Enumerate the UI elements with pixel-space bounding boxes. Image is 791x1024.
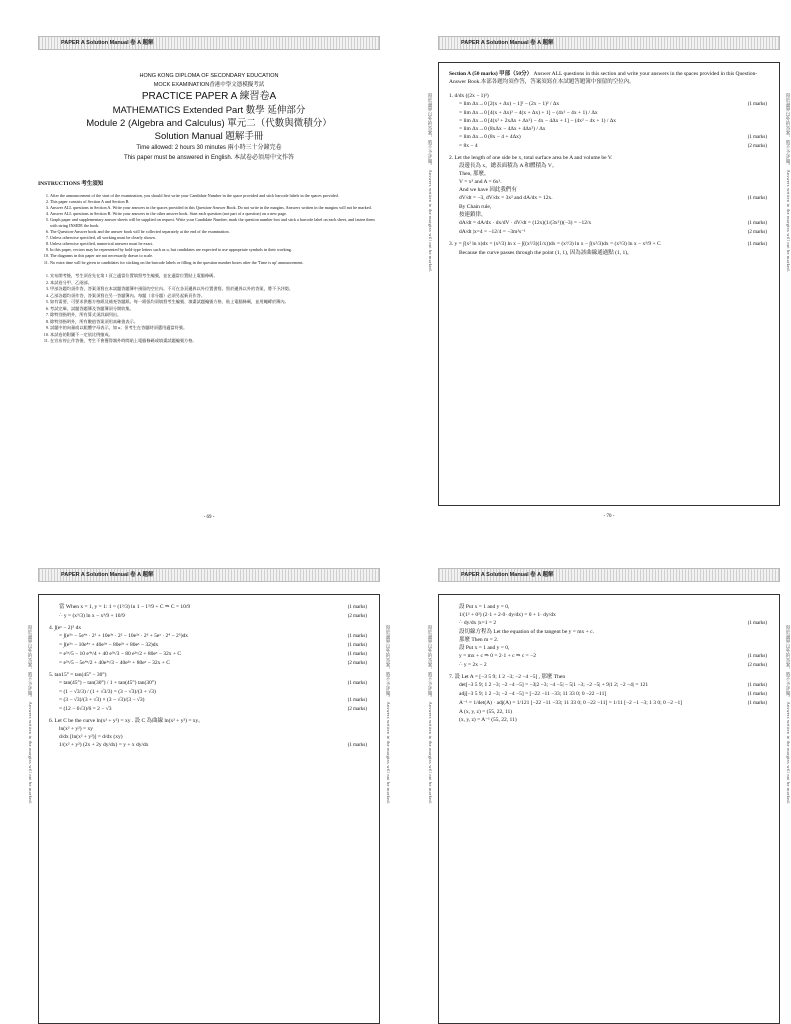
page-number: - 70 -	[603, 514, 615, 519]
marks-label: (1 marks)	[747, 621, 767, 626]
solution-line	[449, 661, 767, 670]
solution-text: 3. y = ∫(x² ln x)dx = (x³/3) ln x − ∫((x³/3)(1/x))dx = (x³/3) ln x − ∫(x²/3)dx = (x³/3) ln x − x³/9 + C	[449, 241, 661, 247]
marks-label: (2 marks)	[347, 614, 367, 619]
marks-label: (2 marks)	[747, 663, 767, 668]
solution-text: = lim Δx→0 [2(x + Δx) − 1]² − (2x − 1)² / Δx	[459, 101, 560, 107]
cover-time: Time allowed: 2 hours 30 minutes 兩小時三十分鐘完卷	[136, 145, 282, 151]
solution-line	[49, 603, 367, 612]
solution-text: 設邊長為 x，總表面積為 A 和體積為 V。	[459, 163, 558, 169]
solution-text: = lim Δx→0 (8x − 4 + 4Δx)	[459, 134, 521, 140]
marks-label: (1 marks)	[747, 701, 767, 706]
solution-line	[449, 708, 767, 716]
cover-module: Module 2 (Algebra and Calculus) 單元二（代數與微積分）	[86, 118, 332, 129]
solution-text: And we have 因此我們有	[459, 187, 517, 193]
p3-content	[39, 595, 379, 750]
solution-line	[49, 671, 367, 679]
solution-text: = e⁵ˣ/5 − 10 e⁴ˣ/4 + 40 e³ˣ/3 − 80 e²ˣ/2 + 80eˣ − 32x + C	[59, 651, 182, 657]
cover-line2: MOCK EXAMINATION香港中學文憑模擬考試	[153, 82, 265, 88]
solution-text: = ∫(e⁵ˣ − 10e⁴ˣ + 40e³ˣ − 80e²ˣ + 80eˣ − 32)dx	[59, 642, 159, 648]
margin-note: 寫於邊界以外的答案，將不予評閱。 Answers written in the margins will not be marked.	[428, 625, 433, 805]
instruction-item-zh: 11. 在宣布停止作答後，考生不會獲得額外時間貼上電腦條碼或填畫試題編號方格。	[50, 338, 380, 345]
instruction-item: 4. Answer ALL questions in Section B. Write your answers in the other answer book. Start each question (not part of a question) on a new page.	[50, 211, 380, 217]
solution-text: 7. 設 Let A = [−3 5 9; 1 2 −3; −2 −4 −5] , 那麼 Then	[449, 674, 566, 680]
page-header: PAPER A Solution Manual 卷 A 題解	[438, 36, 780, 50]
solution-line	[449, 211, 767, 219]
instruction-item: 5. Graph paper and supplementary answer sheets will be supplied on request. Write your Candidate Number, mark the question number box and stick a barcode label on each sheet, and fasten them with string INSIDE the book.	[50, 217, 380, 228]
cover-block	[38, 62, 380, 163]
marks-label: (1 marks)	[747, 221, 767, 226]
cover-manual: Solution Manual 題解手冊	[154, 131, 264, 142]
solution-line	[449, 628, 767, 636]
solution-text: = 8x − 4	[459, 143, 478, 149]
solution-line	[449, 109, 767, 117]
solution-text: dV/dt = −3, dV/dx = 3x² and dA/dx = 12x.	[459, 195, 553, 201]
marks-label: (1 marks)	[747, 102, 767, 107]
marks-label: (1 marks)	[747, 196, 767, 201]
instruction-item: 7. Unless otherwise specified, all working must be clearly shown.	[50, 235, 380, 241]
solution-line	[49, 624, 367, 632]
solution-text: Because the curve passes through the point (1, 1), 因為該曲線通過點 (1, 1)，	[459, 250, 633, 256]
solution-line	[449, 186, 767, 194]
solution-text: 1/(x² + y²) (2x + 2y dy/dx) = y + x dy/dx	[59, 742, 149, 748]
instruction-item-zh: 2. 本試卷分甲、乙兩部。	[50, 280, 380, 287]
solution-text: y = mx + c ⇒ 0 = 2·1 + c ⇒ c = −2	[459, 653, 537, 659]
solution-line	[449, 154, 767, 162]
solution-line	[449, 203, 767, 211]
solution-text: 設切線方程為 Let the equation of the tangent be y = mx + c.	[459, 629, 594, 635]
marks-label: (1 marks)	[747, 692, 767, 697]
page-header: PAPER A Solution Manual 卷 A 題解	[438, 568, 780, 582]
page-header: PAPER A Solution Manual 卷 A 題解	[38, 36, 380, 50]
solution-line	[449, 636, 767, 644]
solution-text: = lim Δx→0 [4(x + Δx)² − 4(x + Δx) + 1] − (4x² − 4x + 1) / Δx	[459, 110, 598, 116]
solution-text: 2. Let the length of one side be x, total surface area be A and volume be V.	[449, 155, 613, 161]
instruction-item-zh: 7. 除特別指明外，所有算式須詳細列出。	[50, 312, 380, 319]
solution-text: V = x³ and A = 6x².	[459, 179, 502, 185]
solution-line	[49, 659, 367, 668]
solution-line	[449, 644, 767, 652]
instruction-item: 8. Unless otherwise specified, numerical answers must be exact.	[50, 241, 380, 247]
solution-line	[449, 117, 767, 125]
page-header: PAPER A Solution Manual 卷 A 題解	[38, 568, 380, 582]
marks-label: (2 marks)	[347, 661, 367, 666]
page-cover	[38, 36, 380, 520]
marks-label: (1 marks)	[347, 634, 367, 639]
marks-label: (1 marks)	[347, 698, 367, 703]
solution-text: ∴ y = 2x − 2	[459, 662, 487, 668]
solution-text: 設 Put x = 1 and y = 0,	[459, 645, 510, 651]
solution-line	[49, 696, 367, 705]
solution-text: = lim Δx→0 (8xΔx − 4Δx + 4Δx²) / Δx	[459, 126, 546, 132]
marks-label: (1 marks)	[747, 683, 767, 688]
solution-line	[449, 611, 767, 619]
solution-line	[449, 249, 767, 257]
solution-text: 那麼 Then m = 2.	[459, 637, 499, 643]
solution-line	[449, 619, 767, 628]
solution-line	[449, 125, 767, 133]
solution-line	[49, 717, 367, 725]
instruction-item-zh: 1. 宣布開考後，考生須首先在第 1 頁之適當位置填寫考生編號，並在適當位置貼上電腦條碼。	[50, 273, 380, 280]
solution-line	[449, 178, 767, 186]
marks-label: (2 marks)	[347, 707, 367, 712]
solution-line	[449, 228, 767, 237]
solution-text: ∴ dy/dx |x=1 = 2	[459, 620, 497, 626]
marks-label: (1 marks)	[347, 652, 367, 657]
solution-text: 1. d/dx ((2x − 1)²)	[449, 93, 489, 99]
solution-line	[449, 240, 767, 249]
instruction-item: 9. In this paper, vectors may be represented by bold-type letters such as u, but candidates are expected to use appropriate symbols in their working.	[50, 247, 380, 253]
solution-line	[449, 603, 767, 611]
p2-content	[439, 63, 779, 257]
margin-note: 寫於邊界以外的答案，將不予評閱。 Answers written in the margins will not be marked.	[28, 625, 33, 805]
solution-line	[449, 690, 767, 699]
marks-label: (2 marks)	[747, 230, 767, 235]
solution-text: = (1 − √3/3) / (1 + √3/3) = (3 − √3)/(3 + √3)	[59, 689, 156, 695]
section-heading	[449, 71, 767, 86]
page-section-a	[428, 36, 791, 519]
solution-text: 4. ∫(eˣ − 2)⁵ dx	[49, 625, 82, 631]
solution-text: dA/dt |x=4 = −12/4 = −3m²s⁻¹	[459, 229, 526, 235]
instruction-item: 3. Answer ALL questions in Section A. Write your answers in the spaces provided in this Question-Answer Book. Do not write in the margins. Answers written in the margins will not be marked.	[50, 205, 380, 211]
solution-text: dA/dt = dA/dx · dx/dV · dV/dt = (12x)(1/(3x²))(−3) = −12/x	[459, 220, 592, 226]
instructions-list-en	[38, 193, 380, 265]
margin-note: 寫於邊界以外的答案，將不予評閱。 Answers written in the margins will not be marked.	[428, 93, 433, 273]
solution-text: = lim Δx→0 [4(x² + 2xΔx + Δx²) − 4x − 4Δx + 1] − (4x² − 4x + 1) / Δx	[459, 118, 617, 124]
solution-line	[449, 652, 767, 661]
solution-text: adj[−3 5 9; 1 2 −3; −2 −4 −5] = [−22 −11 −33; 11 33 0; 0 −22 −11]	[459, 691, 607, 697]
page-body	[428, 62, 791, 519]
marks-label: (1 marks)	[347, 681, 367, 686]
solution-line	[449, 92, 767, 100]
solution-text: = tan(45°) − tan(30°) / 1 + tan(45°) tan(30°)	[59, 680, 156, 686]
cover-line1: HONG KONG DIPLOMA OF SECONDARY EDUCATION	[139, 73, 279, 79]
solution-line	[49, 733, 367, 741]
solution-text: = (12 − 6√3)/6 = 2 − √3	[59, 706, 112, 712]
solution-lines	[449, 92, 767, 257]
solution-line	[449, 170, 767, 178]
marks-label: (1 marks)	[347, 605, 367, 610]
solution-text: 當 When x = 1, y = 1: 1 = (1³/3) ln 1 − 1³/9 + C ⇒ C = 10/9	[59, 604, 191, 610]
solution-lines	[49, 603, 367, 750]
marks-label: (1 marks)	[347, 743, 367, 748]
instruction-item: 2. This paper consists of Section A and Section B.	[50, 199, 380, 205]
solution-text: (x, y, z) = A⁻¹ (55, 22, 11)	[459, 717, 517, 723]
solution-line	[449, 133, 767, 142]
solution-text: = ∫(e⁵ˣ − 5e⁴ˣ · 2¹ + 10e³ˣ · 2² − 10e²ˣ · 2³ + 5eˣ · 2⁴ − 2⁵)dx	[59, 633, 189, 639]
solution-line	[449, 142, 767, 151]
solution-text: A⁻¹ = 1/det(A) · adj(A) = 1/121 [−22 −11 −33; 11 33 0; 0 −22 −11] = 1/11 [−2 −1 −3; 1 3 0; 0 −2 −1]	[459, 700, 683, 706]
p4-content	[439, 595, 779, 724]
section-title: Section A (50 marks) 甲部（50分）	[449, 71, 533, 77]
solution-text: det[−3 5 9; 1 2 −3; −2 −4 −5] = −3|2 −3; −4 −5| − 5|1 −3; −2 −5| + 9|1 2; −2 −4| = 121	[459, 682, 649, 688]
page-body	[428, 594, 791, 1024]
page-body	[28, 594, 391, 1024]
solution-text: = (3 − √3)/(3 + √3) × (3 − √3)/(3 − √3)	[59, 697, 145, 703]
solution-line	[449, 194, 767, 203]
solution-line	[449, 716, 767, 724]
solution-line	[449, 681, 767, 690]
solution-line	[449, 162, 767, 170]
solution-line	[49, 725, 367, 733]
instruction-item: 10. The diagrams in this paper are not necessarily drawn to scale.	[50, 253, 380, 259]
instruction-item-zh: 10. 本試卷的附圖不一定依比例繪成。	[50, 332, 380, 339]
solution-text: ∴ y = (x³/3) ln x − x³/9 + 10/9	[59, 613, 125, 619]
instruction-item: 1. After the announcement of the start of the examination, you should first write your Candidate Number in the space provided and stick barcode labels in the spaces provided.	[50, 193, 380, 199]
solution-text: 5. tan15° = tan(45° − 30°)	[49, 672, 107, 678]
solution-text: ln(x² + y²) = xy	[59, 726, 93, 732]
solution-line	[49, 741, 367, 750]
solution-line	[49, 632, 367, 641]
solution-line	[49, 641, 367, 650]
solution-text: d/dx [ln(x² + y²)] = d/dx (xy)	[59, 734, 123, 740]
margin-note: 寫於邊界以外的答案，將不予評閱。 Answers written in the margins will not be marked.	[786, 625, 791, 805]
marks-label: (1 marks)	[747, 242, 767, 247]
solution-line	[449, 699, 767, 708]
marks-label: (1 marks)	[747, 654, 767, 659]
solution-line	[49, 705, 367, 714]
solution-text: = e⁵ˣ/5 − 5e⁴ˣ/2 + 40e³ˣ/3 − 40e²ˣ + 80eˣ − 32x + C	[59, 660, 170, 666]
solution-text: 6. Let C be the curve ln(x² + y²) = xy . 設 C 為曲線 ln(x² + y²) = xy。	[49, 718, 204, 724]
cover-title: PRACTICE PAPER A 練習卷A	[141, 91, 277, 102]
page-solutions-4	[428, 568, 791, 1024]
instruction-item: 6. The Question-Answer book and the answer book will be collected separately at the end of the examination.	[50, 229, 380, 235]
solution-line	[49, 650, 367, 659]
instruction-item-zh: 8. 除特別指明外，所有數值答案須用真確值表示。	[50, 319, 380, 326]
solution-line	[49, 679, 367, 688]
page-solutions-3	[28, 568, 391, 1024]
solution-text: A (x, y, z) = (55, 22, 11)	[459, 709, 513, 715]
margin-note: 寫於邊界以外的答案，將不予評閱。 Answers written in the margins will not be marked.	[786, 93, 791, 273]
solution-text: By Chain rule,	[459, 204, 492, 210]
solution-text: 按連鎖律，	[459, 212, 487, 218]
cover-language: This paper must be answered in English. 本試卷必須用中文作答	[123, 155, 295, 161]
solution-lines	[449, 603, 767, 724]
instruction-item-zh: 3. 甲部各題均須作答，答案須寫在本試題答題簿中預留的空位內。不可在各頁邊界以外位置書寫。寫於邊界以外的答案，將不予評閱。	[50, 286, 380, 293]
marks-label: (1 marks)	[347, 643, 367, 648]
page-body	[38, 62, 380, 520]
solution-line	[449, 219, 767, 228]
solution-text: 1/(1² + 0²) (2·1 + 2·0· dy/dx) = 0 + 1· dy/dx	[459, 612, 556, 618]
margin-note: 寫於邊界以外的答案，將不予評閱。 Answers written in the margins will not be marked.	[386, 625, 391, 805]
instruction-item-zh: 5. 如有需要，可要求供應方格紙及補充答題紙。每一紙張均須填寫考生編號、填畫試題編號方格、貼上電腦條碼，並用繩縛於簿內。	[50, 299, 380, 306]
cover-subject: MATHEMATICS Extended Part 數學 延伸部分	[112, 105, 306, 116]
solution-line	[449, 100, 767, 109]
instructions-title: INSTRUCTIONS 考生須知	[38, 181, 104, 187]
solution-text: Then, 那麼，	[459, 171, 490, 177]
marks-label: (1 marks)	[747, 135, 767, 140]
instruction-item: 11. No extra time will be given to candidates for sticking on the barcode labels or filling in the question number boxes after the 'Time is up' announcement.	[50, 260, 380, 266]
page-number: - 69 -	[203, 515, 215, 520]
instruction-item-zh: 6. 考試完畢，試題答題簿及答題簿須分開收集。	[50, 306, 380, 313]
instruction-item-zh: 4. 乙部各題均須作答，答案須寫在另一答題簿內。每題（非分題）必須另起新頁作答。	[50, 293, 380, 300]
solution-line	[49, 688, 367, 696]
solution-line	[449, 673, 767, 681]
section-instructions: Answer ALL questions in this section and write your answers in the spaces provided in this Question-Answer Book.本部各題均須作答，答案須寫在本試題答題簿中預留的空位內。	[449, 71, 758, 85]
marks-label: (2 marks)	[747, 144, 767, 149]
solution-line	[49, 612, 367, 621]
instructions-list-zh	[38, 273, 380, 345]
solution-text: 設 Put x = 1 and y = 0,	[459, 604, 510, 610]
instruction-item-zh: 9. 試題中的向量或以粗體字母表示，如 u；但考生在答題時須選用適當符號。	[50, 325, 380, 332]
